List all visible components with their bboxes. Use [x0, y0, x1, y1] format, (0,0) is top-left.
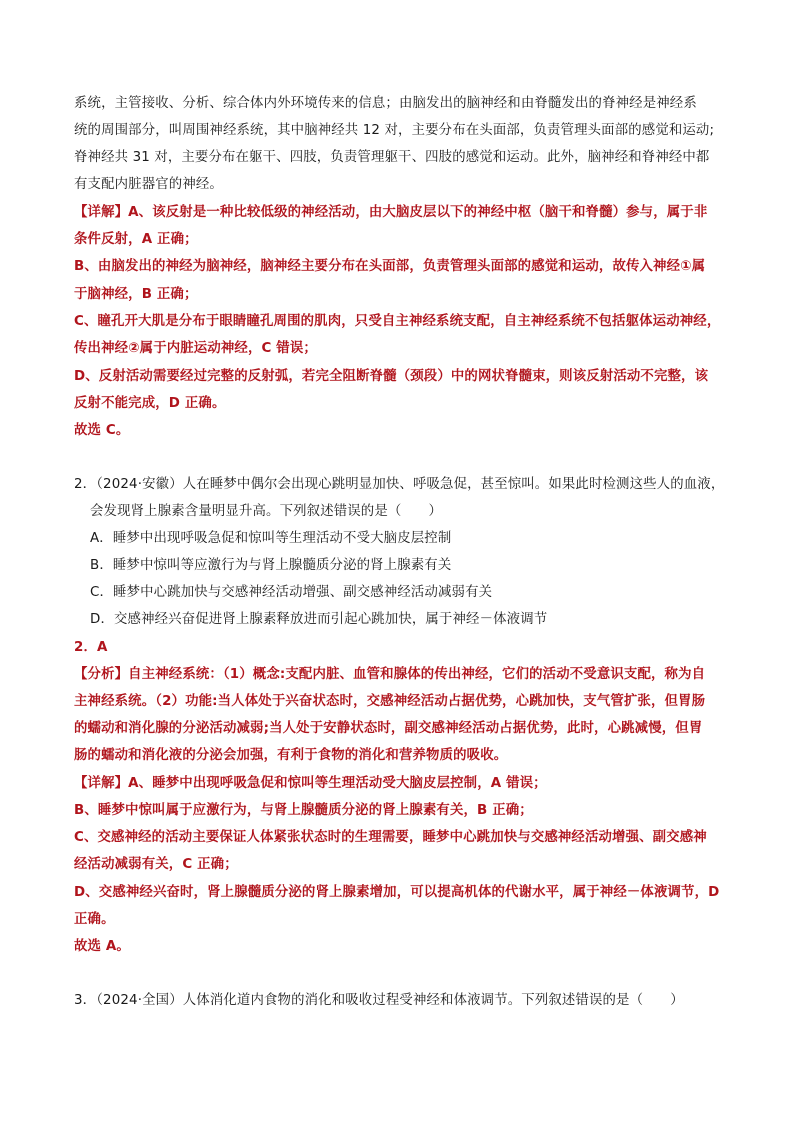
detail-line: D、交感神经兴奋时，肾上腺髓质分泌的肾上腺素增加，可以提高机体的代谢水平，属于神经－体液调节，D	[74, 885, 720, 900]
detail-line: C、瞳孔开大肌是分布于眼睛瞳孔周围的肌肉，只受自主神经系统支配，自主神经系统不包括躯体运动神经，	[74, 314, 721, 329]
question-stem: 3．（2024·全国）人体消化道内食物的消化和吸收过程受神经和体液调节。下列叙述错误的是（ ）	[74, 993, 684, 1008]
detail-label: 【详解】	[74, 776, 129, 791]
detail-label: 【详解】	[74, 205, 129, 220]
analysis-line: 主神经系统。（2）功能:当人体处于兴奋状态时，交感神经活动占据优势，心跳加快，支气管扩张，但胃肠	[74, 694, 706, 709]
detail-line: 反射不能完成，D 正确。	[74, 396, 226, 411]
answer: 2．A	[74, 640, 108, 655]
text-line: 脊神经共 31 对，主要分布在躯干、四肢，负责管理躯干、四肢的感觉和运动。此外，脑神经和脊神经中都	[74, 150, 710, 165]
conclusion: 故选 A。	[74, 939, 130, 954]
analysis-line: 的蠕动和消化腺的分泌活动减弱;当人处于安静状态时，副交感神经活动占据优势，此时，心跳减慢，但胃	[74, 721, 703, 736]
detail-paragraph	[74, 204, 707, 221]
text-line: 有支配内脏器官的神经。	[74, 177, 223, 192]
question-stem: 会发现肾上腺素含量明显升高。下列叙述错误的是（ ）	[90, 504, 443, 519]
option-d: D．交感神经兴奋促进肾上腺素释放进而引起心跳加快，属于神经－体液调节	[90, 612, 548, 627]
option-c: C．睡梦中心跳加快与交感神经活动增强、副交感神经活动减弱有关	[90, 585, 493, 600]
analysis-paragraph	[74, 666, 705, 683]
detail-line: 经活动减弱有关，C 正确；	[74, 857, 238, 872]
question-stem: 2．（2024·安徽）人在睡梦中偶尔会出现心跳明显加快、呼吸急促，甚至惊叫。如果此时检测这些人的血液，	[74, 477, 725, 492]
detail-paragraph	[74, 775, 547, 792]
detail-line: 于脑神经，B 正确；	[74, 287, 198, 302]
analysis-text: 自主神经系统：（1）概念:支配内脏、血管和腺体的传出神经，它们的活动不受意识支配，称为自	[128, 667, 706, 682]
detail-line: 传出神经②属于内脏运动神经，C 错误；	[74, 341, 317, 356]
text-line: 系统，主管接收、分析、综合体内外环境传来的信息；由脑发出的脑神经和由脊髓发出的脊神经是神经系	[74, 96, 697, 111]
conclusion: 故选 C。	[74, 423, 130, 438]
detail-line: B、睡梦中惊叫属于应激行为，与肾上腺髓质分泌的肾上腺素有关，B 正确；	[74, 803, 533, 818]
option-b: B．睡梦中惊叫等应激行为与肾上腺髓质分泌的肾上腺素有关	[90, 558, 452, 573]
detail-line: B、由脑发出的神经为脑神经，脑神经主要分布在头面部，负责管理头面部的感觉和运动，故传入神经①属	[74, 259, 706, 274]
detail-line: C、交感神经的活动主要保证人体紧张状态时的生理需要，睡梦中心跳加快与交感神经活动增强、副交感神	[74, 830, 707, 845]
detail-line: 正确。	[74, 912, 115, 927]
analysis-label: 【分析】	[74, 667, 129, 682]
text-line: 统的周围部分，叫周围神经系统，其中脑神经共 12 对，主要分布在头面部，负责管理头面部的感觉和运动;	[74, 123, 715, 138]
detail-line: 条件反射，A 正确；	[74, 232, 198, 247]
detail-line: D、反射活动需要经过完整的反射弧，若完全阻断脊髓（颈段）中的网状脊髓束，则该反射活动不完整，该	[74, 369, 709, 384]
detail-text: A、该反射是一种比较低级的神经活动，由大脑皮层以下的神经中枢（脑干和脊髓）参与，属于非	[128, 205, 708, 220]
analysis-line: 肠的蠕动和消化液的分泌会加强，有利于食物的消化和营养物质的吸收。	[74, 748, 508, 763]
detail-text: A、睡梦中出现呼吸急促和惊叫等生理活动受大脑皮层控制，A 错误；	[128, 776, 547, 791]
option-a: A．睡梦中出现呼吸急促和惊叫等生理活动不受大脑皮层控制	[90, 531, 452, 546]
